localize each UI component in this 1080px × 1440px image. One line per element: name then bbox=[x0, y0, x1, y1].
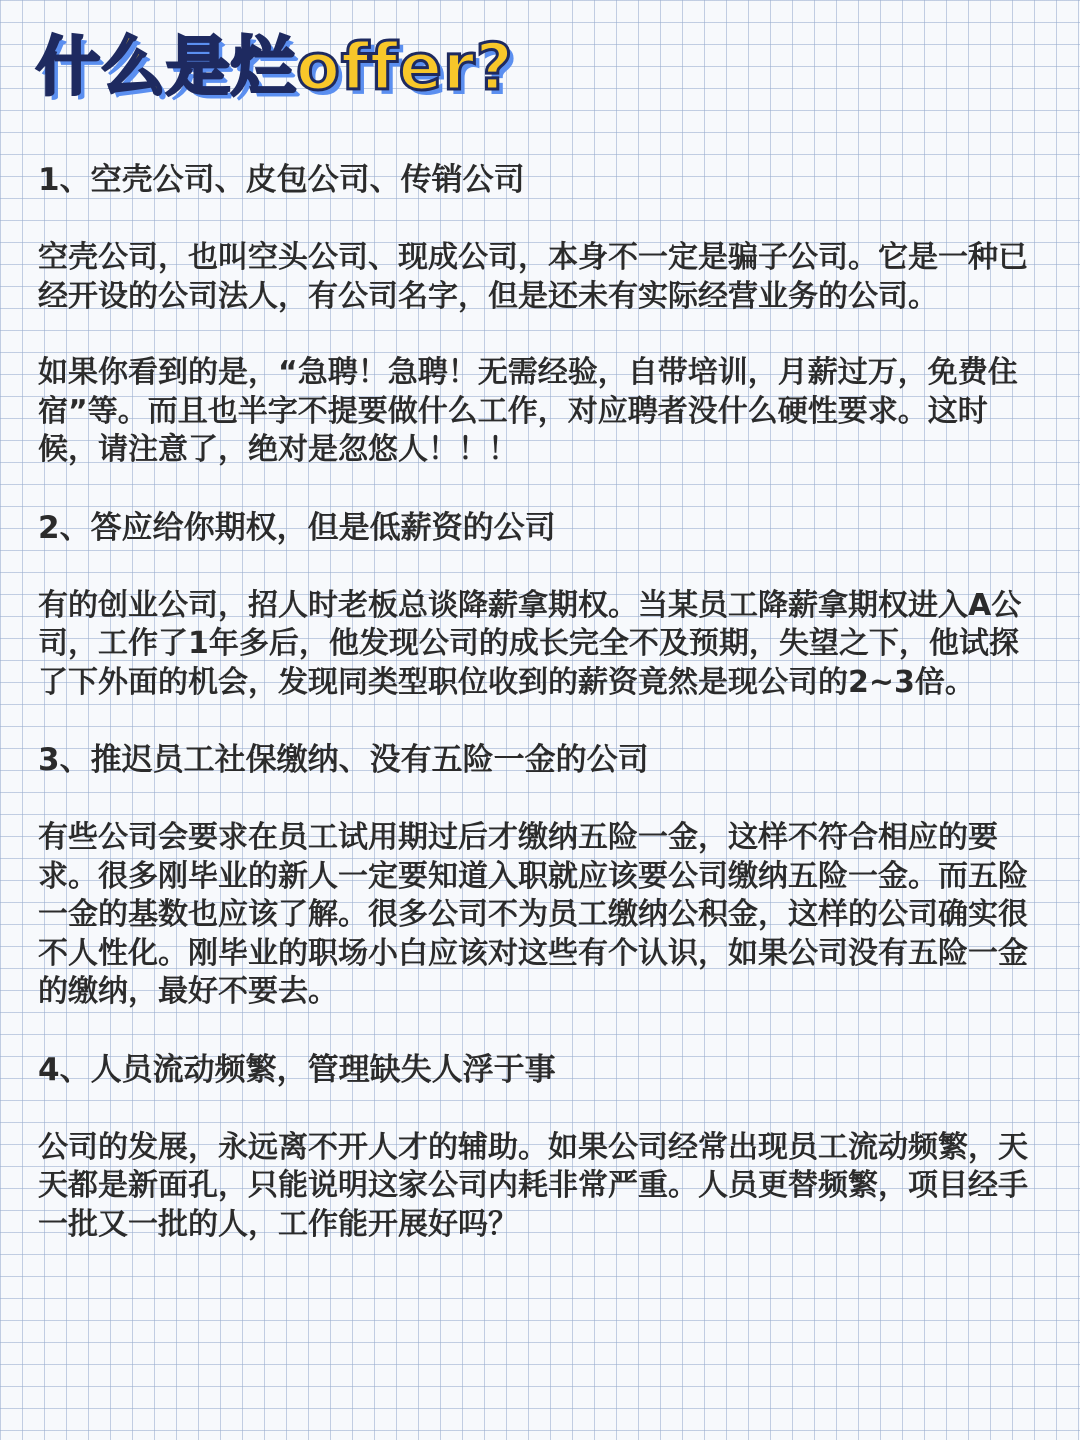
section-heading-2: 2、答应给你期权，但是低薪资的公司 bbox=[38, 509, 556, 546]
page-title: 什么是烂offer? bbox=[36, 31, 514, 105]
section-2-paragraph-1: 有的创业公司，招人时老板总谈降薪拿期权。当某员工降薪拿期权进入A公司，工作了1年多后，他发现公司的成长完全不及预期，失望之下，他试探了下外面的机会，发现同类型职位收到的薪资竟然是现公司的2~3倍。 bbox=[38, 587, 1022, 700]
section-3-paragraph-1: 有些公司会要求在员工试用期过后才缴纳五险一金，这样不符合相应的要求。很多刚毕业的新人一定要知道入职就应该要公司缴纳五险一金。而五险一金的基数也应该了解。很多公司不为员工缴纳公积金，这样的公司确实很不人性化。刚毕业的职场小白应该对这些有个认识，如果公司没有五险一金的缴纳，最好不要去。 bbox=[38, 820, 1028, 1009]
section-4-paragraph-1: 公司的发展，永远离不开人才的辅助。如果公司经常出现员工流动频繁，天天都是新面孔，只能说明这家公司内耗非常严重。人员更替频繁，项目经手一批又一批的人，工作能开展好吗？ bbox=[38, 1129, 1028, 1242]
section-heading-3: 3、推迟员工社保缴纳、没有五险一金的公司 bbox=[38, 742, 649, 778]
section-1-paragraph-1: 空壳公司，也叫空头公司、现成公司，本身不一定是骗子公司。它是一种已经开设的公司法人，有公司名字，但是还未有实际经营业务的公司。 bbox=[38, 240, 1028, 314]
section-heading-1: 1、空壳公司、皮包公司、传销公司 bbox=[38, 162, 525, 198]
section-1-paragraph-2: 如果你看到的是，“急聘！急聘！无需经验，自带培训，月薪过万，免费住宿”等。而且也半字不提要做什么工作，对应聘者没什么硬性要求。这时候，请注意了，绝对是忽悠人！！！ bbox=[38, 355, 1018, 467]
article-body bbox=[38, 160, 1042, 1244]
section-heading-4: 4、人员流动频繁，管理缺失人浮于事 bbox=[38, 1051, 556, 1088]
